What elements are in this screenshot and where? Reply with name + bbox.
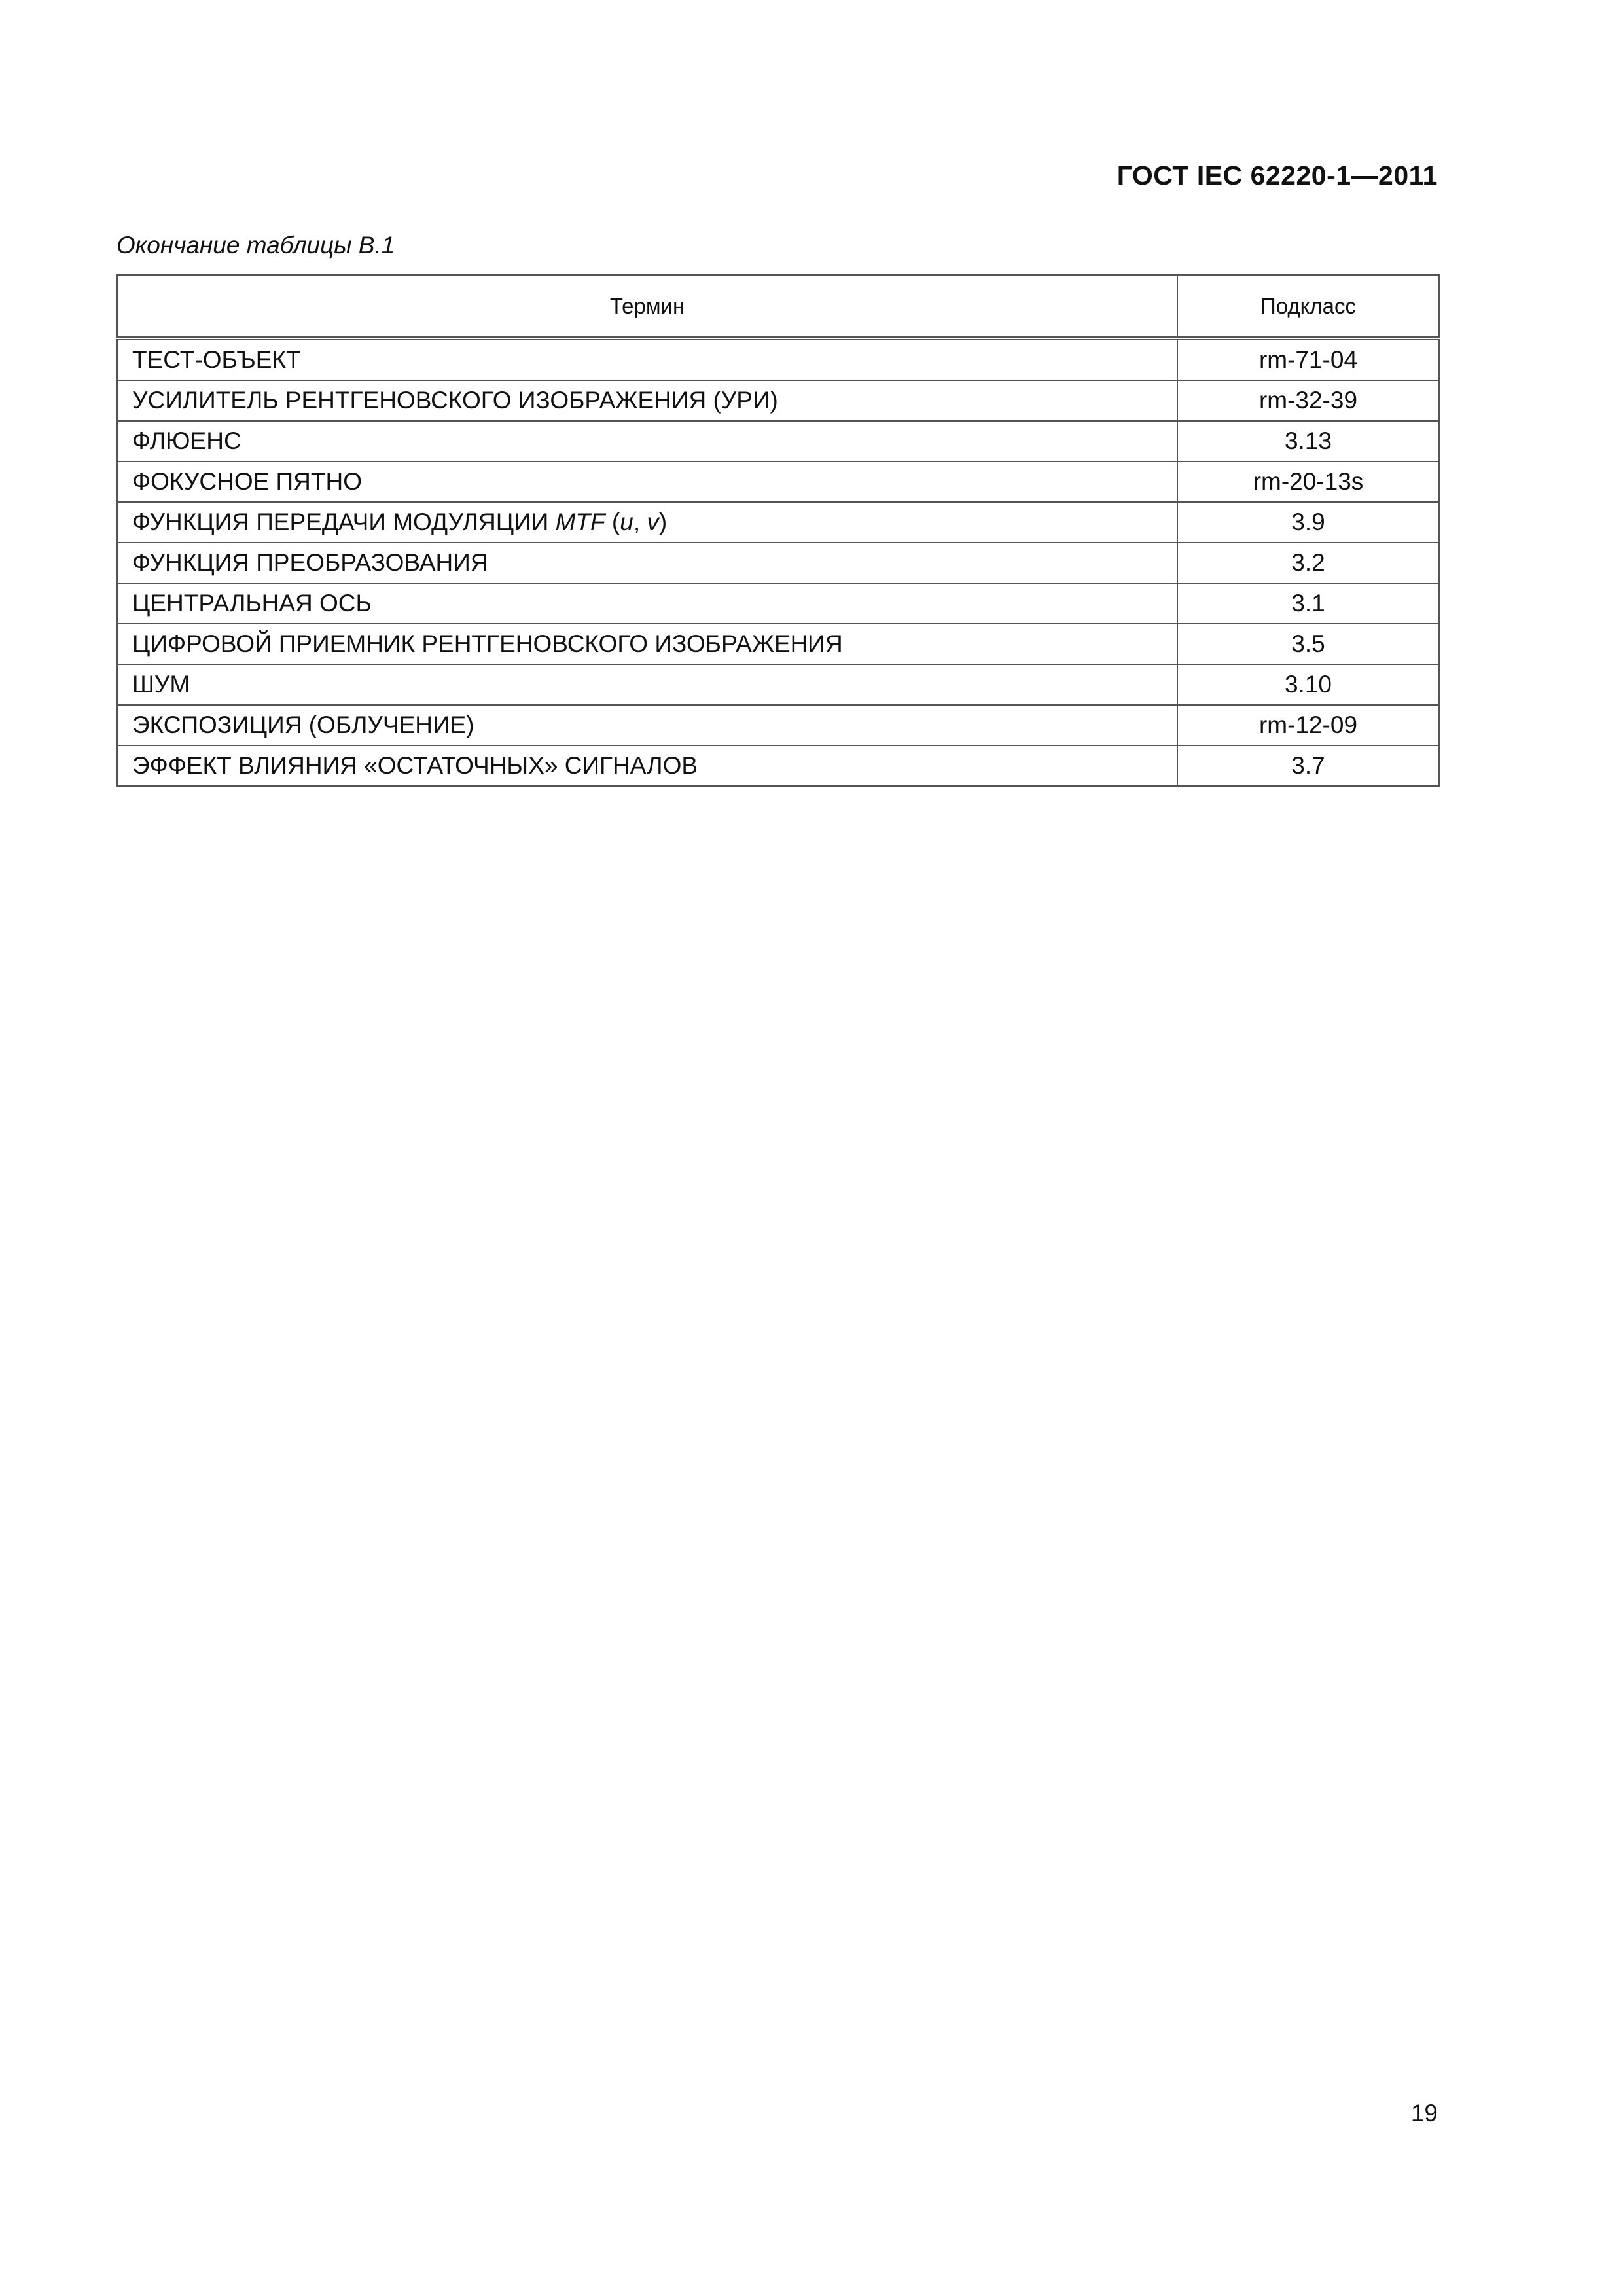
page-number: 19 xyxy=(1410,2100,1438,2126)
column-header-term: Термин xyxy=(117,275,1177,338)
term-variable-u: u xyxy=(620,509,633,535)
table-row xyxy=(117,664,1439,705)
terms-table xyxy=(116,274,1440,787)
document-header: ГОСТ IEC 62220-1—2011 xyxy=(1116,160,1438,190)
term-paren-open: ( xyxy=(605,509,620,535)
subclass-cell: 3.5 xyxy=(1177,624,1439,664)
term-cell xyxy=(117,502,1177,543)
term-cell: ФОКУСНОЕ ПЯТНО xyxy=(117,461,1177,502)
table-row xyxy=(117,543,1439,583)
table-row xyxy=(117,380,1439,421)
subclass-cell: rm-32-39 xyxy=(1177,380,1439,421)
term-cell: ЦЕНТРАЛЬНАЯ ОСЬ xyxy=(117,583,1177,624)
term-cell: ТЕСТ-ОБЪЕКТ xyxy=(117,338,1177,380)
table-row xyxy=(117,705,1439,745)
term-paren-close: ) xyxy=(658,509,668,535)
subclass-cell: 3.2 xyxy=(1177,543,1439,583)
subclass-cell: 3.7 xyxy=(1177,745,1439,786)
subclass-cell: 3.9 xyxy=(1177,502,1439,543)
table-row xyxy=(117,583,1439,624)
term-cell: ЦИФРОВОЙ ПРИЕМНИК РЕНТГЕНОВСКОГО ИЗОБРАЖЕНИЯ xyxy=(117,624,1177,664)
term-cell: ФУНКЦИЯ ПРЕОБРАЗОВАНИЯ xyxy=(117,543,1177,583)
table-row xyxy=(117,502,1439,543)
term-cell: ФЛЮЕНС xyxy=(117,421,1177,461)
table-header-row xyxy=(117,275,1439,338)
term-cell: ЭФФЕКТ ВЛИЯНИЯ «ОСТАТОЧНЫХ» СИГНАЛОВ xyxy=(117,745,1177,786)
term-cell: ШУМ xyxy=(117,664,1177,705)
term-cell: ЭКСПОЗИЦИЯ (ОБЛУЧЕНИЕ) xyxy=(117,705,1177,745)
subclass-cell: 3.10 xyxy=(1177,664,1439,705)
table-caption: Окончание таблицы В.1 xyxy=(116,232,395,259)
subclass-cell: 3.13 xyxy=(1177,421,1439,461)
term-text: ФУНКЦИЯ ПЕРЕДАЧИ МОДУЛЯЦИИ xyxy=(132,509,556,535)
subclass-cell: rm-20-13s xyxy=(1177,461,1439,502)
subclass-cell: rm-71-04 xyxy=(1177,338,1439,380)
subclass-cell: 3.1 xyxy=(1177,583,1439,624)
term-cell: УСИЛИТЕЛЬ РЕНТГЕНОВСКОГО ИЗОБРАЖЕНИЯ (УРИ) xyxy=(117,380,1177,421)
table-row xyxy=(117,421,1439,461)
column-header-subclass: Подкласс xyxy=(1177,275,1439,338)
table-row xyxy=(117,338,1439,380)
term-variable-v: v xyxy=(647,509,659,535)
term-separator: , xyxy=(633,509,647,535)
term-function-symbol: MTF xyxy=(555,509,605,535)
subclass-cell: rm-12-09 xyxy=(1177,705,1439,745)
table-row xyxy=(117,745,1439,786)
table-row xyxy=(117,624,1439,664)
table-row xyxy=(117,461,1439,502)
